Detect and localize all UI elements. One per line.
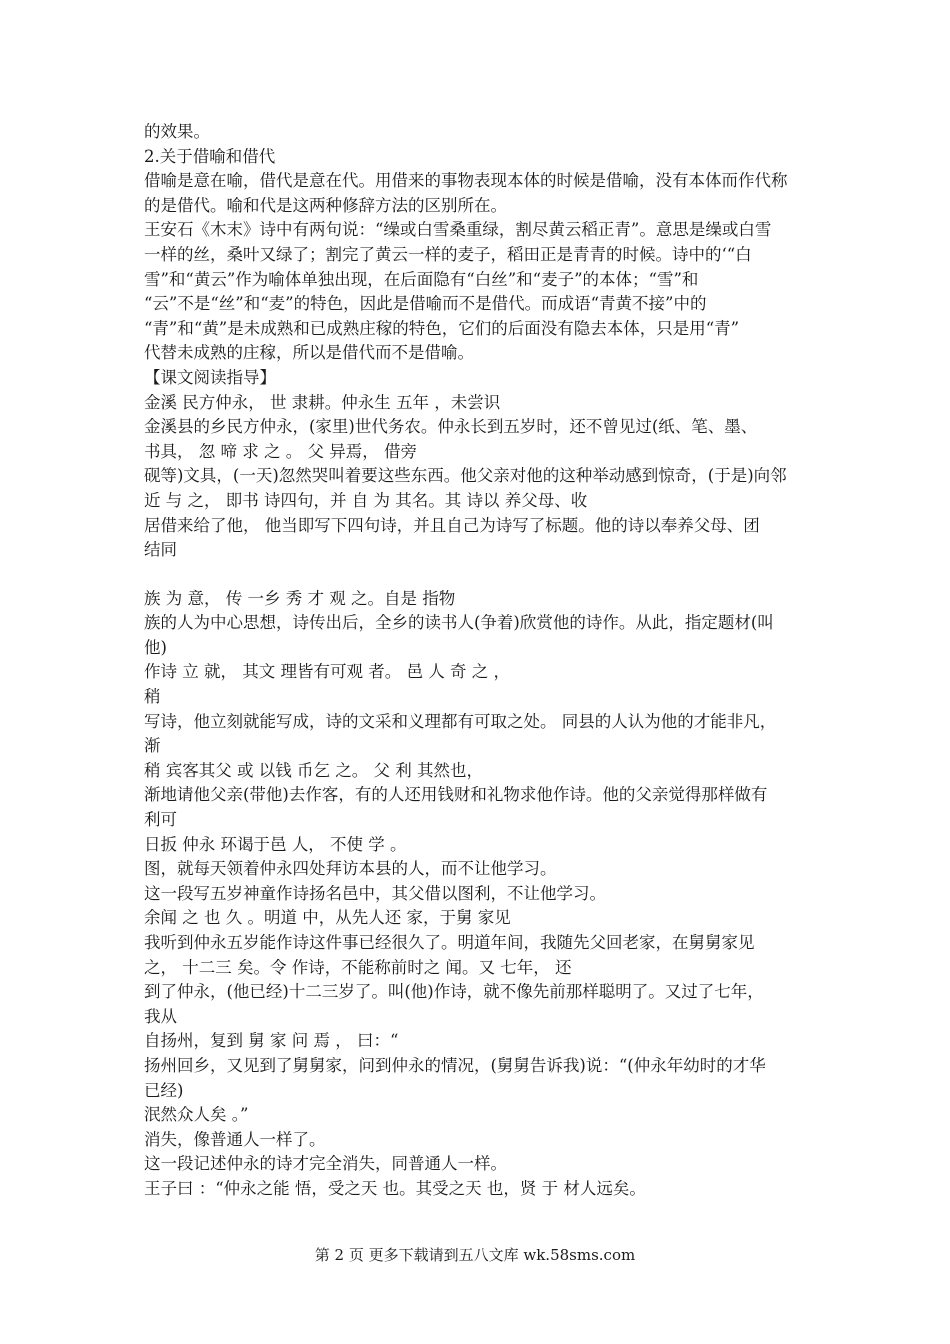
text-block-bottom: [144, 587, 814, 1202]
text-line: 王子曰 ：“仲永之能 悟，受之天 也。其受之天 也，贤 于 材人远矣。: [144, 1178, 646, 1198]
text-line: 族的人为中心思想，诗传出后，全乡的读书人(争着)欣赏他的诗作。从此，指定题材(叫: [144, 613, 774, 633]
text-line: 稍 宾客其父 或 以钱 币乞 之。 父 利 其然也，: [144, 760, 483, 780]
text-block-top: [144, 120, 814, 563]
text-line: 族 为 意， 传 一乡 秀 才 观 之。自是 指物: [144, 588, 456, 608]
text-line: 消失，像普通人一样了。: [144, 1129, 326, 1149]
text-line: 居借来给了他， 他当即写下四句诗，并且自己为诗写了标题。他的诗以奉养父母、团: [144, 515, 760, 535]
text-line: 结同: [144, 540, 177, 560]
text-line: 的是借代。喻和代是这两种修辞方法的区别所在。: [144, 195, 507, 215]
text-line: 的效果。: [144, 122, 210, 141]
text-line: 王安石《木末》诗中有两句说：“缲或白雪桑重绿，割尽黄云稻正青”。意思是缲或白雪: [144, 220, 772, 240]
text-line: 写诗，他立刻就能写成，诗的文采和义理都有可取之处。 同县的人认为他的才能非凡，: [144, 711, 777, 731]
text-line: 我听到仲永五岁能作诗这件事已经很久了。明道年间，我随先父回老家，在舅舅家见: [144, 933, 755, 952]
text-line: 代替未成熟的庄稼，所以是借代而不是借喻。: [144, 343, 474, 363]
text-line: 图，就每天领着仲永四处拜访本县的人，而不让他学习。: [144, 859, 557, 879]
page-body: [144, 120, 814, 1202]
text-line: 泯然众人矣 。”: [144, 1105, 249, 1125]
text-line: 渐地请他父亲(带他)去作客，有的人还用钱财和礼物求他作诗。他的父亲觉得那样做有: [144, 785, 768, 805]
text-line: 自扬州，复到 舅 家 问 焉 ， 曰：“: [144, 1031, 399, 1051]
text-line: “青”和“黄”是未成熟和已成熟庄稼的特色，它们的后面没有隐去本体，只是用“青”: [144, 318, 740, 338]
text-line: 扬州回乡，又见到了舅舅家，问到仲永的情况，(舅舅告诉我)说：“(仲永年幼时的才华: [144, 1055, 766, 1075]
text-line: 已经): [144, 1080, 184, 1100]
text-line: 这一段记述仲永的诗才完全消失，同普通人一样。: [144, 1154, 507, 1174]
text-line: 这一段写五岁神童作诗扬名邑中，其父借以图利，不让他学习。: [144, 883, 606, 903]
text-line: 金溪县的乡民方仲永，(家里)世代务农。仲永长到五岁时，还不曾见过(纸、笔、墨、: [144, 417, 758, 437]
text-line: “云”不是“丝”和“麦”的特色，因此是借喻而不是借代。而成语“青黄不接”中的: [144, 294, 707, 314]
text-line: 砚等)文具，(一天)忽然哭叫着要这些东西。他父亲对他的这种举动感到惊奇，(于是)向邻: [144, 466, 787, 486]
text-line: 我从: [144, 1006, 177, 1026]
text-line: 作诗 立 就， 其文 理皆有可观 者。 邑 人 奇 之 ，: [144, 662, 510, 682]
text-line: 利可: [144, 810, 177, 830]
page-footer: 第 2 页 更多下载请到五八文库 wk.58sms.com: [314, 1246, 636, 1264]
text-line: 书具， 忽 啼 求 之 。 父 异焉， 借旁: [144, 441, 417, 461]
text-line: 之， 十二三 矣。令 作诗，不能称前时之 闻。又 七年， 还: [144, 957, 572, 977]
text-line: 到了仲永，(他已经)十二三岁了。叫(他)作诗，就不像先前那样聪明了。又过了七年，: [144, 982, 764, 1002]
paragraph-gap: [144, 563, 814, 587]
text-line: 雪”和“黄云”作为喻体单独出现，在后面隐有“白丝”和“麦子”的本体；“雪”和: [144, 269, 699, 289]
text-line: 渐: [144, 736, 161, 756]
text-line: 日扳 仲永 环谒于邑 人， 不使 学 。: [144, 834, 407, 854]
text-line: 一样的丝，桑叶又绿了；割完了黄云一样的麦子，稻田正是青青的时候。诗中的‘“白: [144, 244, 752, 264]
text-line: 余闻 之 也 久 。明道 中，从先人还 家，于舅 家见: [144, 908, 511, 928]
text-line: 金溪 民方仲永， 世 隶耕。仲永生 五年 ，未尝识: [144, 392, 501, 412]
text-line: 借喻是意在喻，借代是意在代。用借来的事物表现本体的时候是借喻，没有本体而作代称: [144, 171, 788, 191]
text-line: 2.关于借喻和借代: [144, 146, 276, 166]
text-line: 他): [144, 637, 167, 657]
text-line: 稍: [144, 687, 161, 707]
text-line: 近 与 之， 即书 诗四句，并 自 为 其名。其 诗以 养父母、收: [144, 490, 588, 510]
text-line: 【课文阅读指导】: [144, 367, 276, 387]
